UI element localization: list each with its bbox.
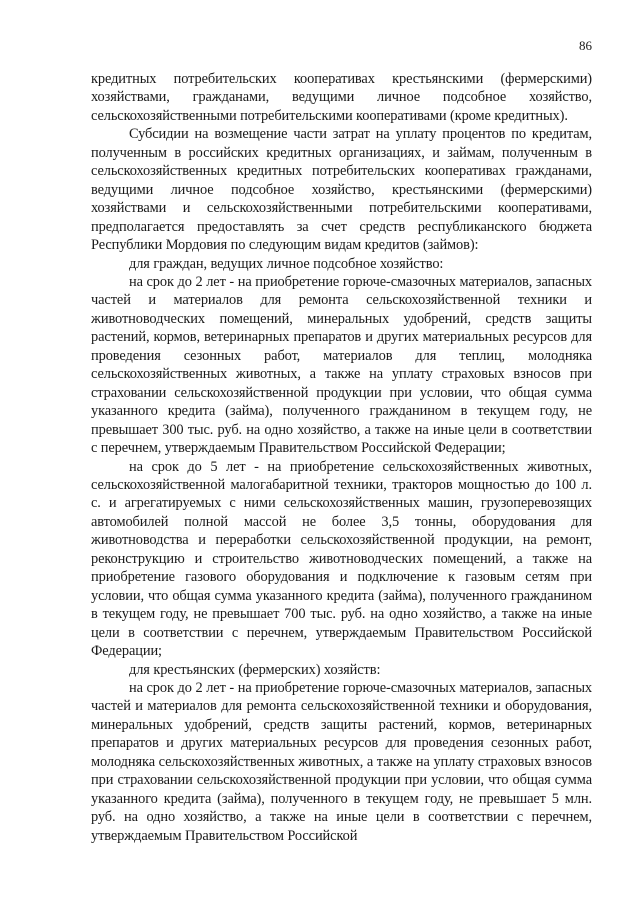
- paragraph-heading-citizens: для граждан, ведущих личное подсобное хозяйство:: [129, 255, 444, 272]
- paragraph-citizens-5-years: на срок до 5 лет - на приобретение сельскохозяйственных животных, сельскохозяйственной малогабаритной техники, тракторов мощностью до 100 л. с. и агрегатируемых с ними сельскохозяйственных машин, грузоперевозящих автомобилей полной массой не более 3,5 тонны, оборудования для животноводства и переработки сельскохозяйственной продукции, на ремонт, реконструкцию и строительство животноводческих помещений, а также на приобретение газового оборудования и подключение к газовым сетям при условии, что общая сумма указанного кредита (займа), полученного гражданином в текущем году, не превышает 700 тыс. руб. на одно хозяйство, а также на иные цели в соответствии с перечнем, утверждаемым Правительством Российской Федерации;: [91, 458, 592, 660]
- body-text: [91, 70, 592, 845]
- page-number: 86: [579, 38, 592, 53]
- paragraph-farms-2-years: на срок до 2 лет - на приобретение горюче-смазочных материалов, запасных частей и материалов для ремонта сельскохозяйственной техники и оборудования, минеральных удобрений, средств защиты растений, кормов, ветеринарных препаратов и других материальных ресурсов для проведения сезонных работ, молодняка сельскохозяйственных животных, а также на уплату страховых взносов при страховании сельскохозяйственной продукции при условии, что общая сумма указанного кредита (займа), полученного в текущем году, не превышает 5 млн. руб. на одно хозяйство, а также на иные цели в соответствии с перечнем, утверждаемым Правительством Российской: [91, 679, 592, 844]
- paragraph-subsidies-intro: Субсидии на возмещение части затрат на уплату процентов по кредитам, полученным в российских кредитных организациях, и займам, полученным в сельскохозяйственных кредитных потребительских кооперативах гражданами, ведущими личное подсобное хозяйство, крестьянскими (фермерскими) хозяйствами и сельскохозяйственными потребительскими кооперативами, предполагается предоставлять за счет средств республиканского бюджета Республики Мордовия по следующим видам кредитов (займов):: [91, 126, 592, 254]
- paragraph-continuation: кредитных потребительских кооперативах крестьянскими (фермерскими) хозяйствами, гражданами, ведущими личное подсобное хозяйство, сельскохозяйственными потребительскими кооперативами (кроме кредитных).: [91, 71, 592, 124]
- paragraph-heading-farms: для крестьянских (фермерских) хозяйств:: [129, 661, 381, 678]
- paragraph-citizens-2-years: на срок до 2 лет - на приобретение горюче-смазочных материалов, запасных частей и материалов для ремонта сельскохозяйственной техники и животноводческих помещений, минеральных удобрений, средств защиты растений, кормов, ветеринарных препаратов и других материальных ресурсов для проведения сезонных работ, материалов для теплиц, молодняка сельскохозяйственных животных, а также на уплату страховых взносов при страховании сельскохозяйственной продукции при условии, что общая сумма указанного кредита (займа), полученного гражданином в текущем году, не превышает 300 тыс. руб. на одно хозяйство, а также на иные цели в соответствии с перечнем, утверждаемым Правительством Российской Федерации;: [91, 273, 592, 457]
